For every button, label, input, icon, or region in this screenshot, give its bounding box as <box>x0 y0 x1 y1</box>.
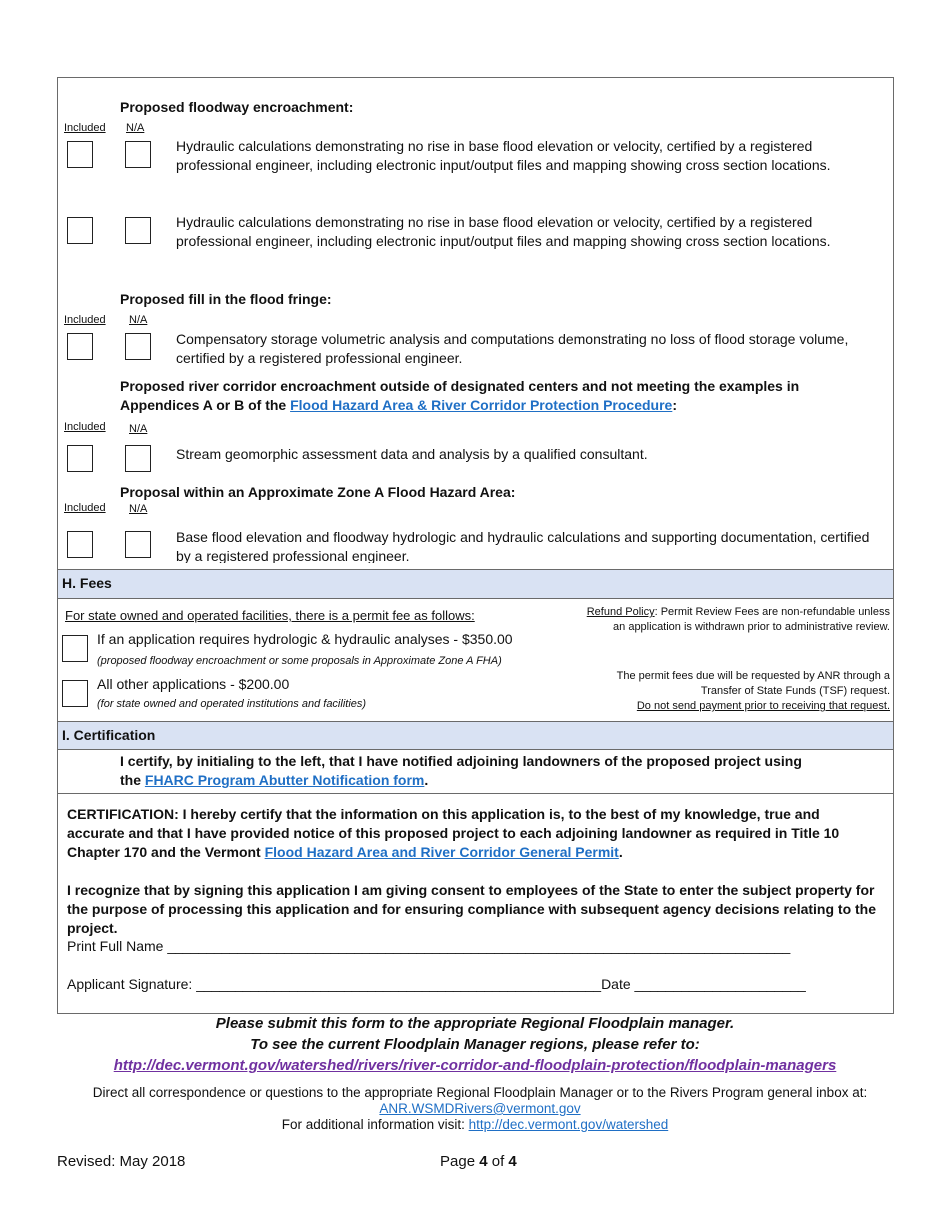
signature-field[interactable]: Applicant Signature: ____________________________________________________Date ______________________ <box>67 976 806 992</box>
floodway-heading: Proposed floodway encroachment: <box>120 99 354 115</box>
abutter-text-end: . <box>424 772 429 788</box>
na-label: N/A <box>129 314 148 326</box>
included-label: Included <box>64 314 106 326</box>
corridor-heading <box>120 377 880 415</box>
abutter-form-link[interactable]: FHARC Program Abutter Notification form <box>144 772 425 788</box>
certification-text: CERTIFICATION: I hereby certify that the information on this application is, to the best of my knowledge, true and accurate and that I have provided notice of this proposed project to each adjoining landowner as required in Title 10 Chapter 170 and the Vermont <box>67 806 840 860</box>
fill-item-1: Compensatory storage volumetric analysis and computations demonstrating no loss of flood storage volume, certified by a registered professional engineer. <box>176 331 849 366</box>
fee-option-2: All other applications - $200.00 <box>97 676 290 692</box>
rivers-email-link[interactable]: ANR.WSMDRivers@vermont.gov <box>379 1101 581 1116</box>
zone-a-heading: Proposal within an Approximate Zone A Flood Hazard Area: <box>120 484 516 500</box>
floodway-item-2: Hydraulic calculations demonstrating no rise in base flood elevation or velocity, certified by a registered professional engineer, including electronic input/output files and mapping showing cross section locations. <box>176 214 831 249</box>
fill-heading: Proposed fill in the flood fringe: <box>120 291 332 307</box>
revised-date: Revised: May 2018 <box>57 1153 186 1170</box>
na-label: N/A <box>129 503 148 515</box>
protection-procedure-link[interactable]: Flood Hazard Area & River Corridor Protection Procedure <box>290 397 673 413</box>
fees-title: H. Fees <box>62 575 112 591</box>
corridor-na-checkbox[interactable] <box>125 445 151 472</box>
page-word: Page <box>440 1153 476 1170</box>
abutter-certify-text <box>120 752 810 790</box>
divider <box>57 793 894 794</box>
additional-info-text: For additional information visit: <box>281 1117 465 1132</box>
floodway-2-included-checkbox[interactable] <box>67 217 93 244</box>
certification-title: I. Certification <box>62 727 156 743</box>
divider <box>57 569 894 570</box>
floodway-item-1: Hydraulic calculations demonstrating no rise in base flood elevation or velocity, certified by a registered professional engineer, including electronic input/output files and mapping showing cross section locations. <box>176 138 831 173</box>
fee-request-text: The permit fees due will be requested by ANR through a Transfer of State Funds (TSF) request. <box>616 670 890 697</box>
corridor-heading-text: Proposed river corridor encroachment outside of designated centers and not meeting the examples in Appendices A or B of the <box>120 378 800 413</box>
refund-policy-label: Refund Policy <box>586 606 655 618</box>
refund-policy-text: : Permit Review Fees are non-refundable unless an application is withdrawn prior to administrative review. <box>613 606 890 633</box>
page-number <box>440 1152 517 1171</box>
included-label: Included <box>64 122 106 134</box>
fees-intro: For state owned and operated facilities, there is a permit fee as follows: <box>65 608 475 623</box>
print-name-field[interactable]: Print Full Name ________________________________________________________________________________ <box>67 938 791 954</box>
correspondence-body: Direct all correspondence or questions to the appropriate Regional Floodplain Manager or to the Rivers Program general inbox at: <box>92 1085 868 1100</box>
corridor-heading-colon: : <box>672 397 677 413</box>
zone-a-na-checkbox[interactable] <box>125 531 151 558</box>
page-of: of <box>491 1153 505 1170</box>
zone-a-item-1: Base flood elevation and floodway hydrologic and hydraulic calculations and supporting documentation, certified by a registered professional engineer. <box>176 529 870 563</box>
na-label: N/A <box>126 122 145 134</box>
corridor-included-checkbox[interactable] <box>67 445 93 472</box>
fee-option-1-note: (proposed floodway encroachment or some proposals in Approximate Zone A FHA) <box>97 655 502 667</box>
submit-line-1: Please submit this form to the appropriate Regional Floodplain manager. <box>215 1015 735 1032</box>
submit-line-2: To see the current Floodplain Manager regions, please refer to: <box>250 1036 700 1053</box>
abutter-text: I certify, by initialing to the left, that I have notified adjoining landowners of the proposed project using the <box>120 753 802 788</box>
fee-200-checkbox[interactable] <box>62 680 88 707</box>
additional-info <box>0 1117 950 1133</box>
fill-included-checkbox[interactable] <box>67 333 93 360</box>
page-current: 4 <box>479 1153 488 1170</box>
included-label: Included <box>64 502 106 514</box>
zone-a-included-checkbox[interactable] <box>67 531 93 558</box>
certification-text-end: . <box>618 844 623 860</box>
page-total: 4 <box>508 1153 517 1170</box>
general-permit-link[interactable]: Flood Hazard Area and River Corridor General Permit <box>264 844 619 860</box>
floodplain-managers-link[interactable]: http://dec.vermont.gov/watershed/rivers/river-corridor-and-floodplain-protection/floodplain-managers <box>113 1057 837 1074</box>
corridor-item-1: Stream geomorphic assessment data and analysis by a qualified consultant. <box>176 446 648 462</box>
certification-section-header <box>58 722 893 749</box>
divider <box>57 598 894 599</box>
fee-option-1: If an application requires hydrologic & hydraulic analyses - $350.00 <box>97 631 513 647</box>
consent-statement: I recognize that by signing this application I am giving consent to employees of the State to enter the subject property for the purpose of processing this application and for ensuring compliance with subsequent agency decisions relating to the project. <box>67 882 877 936</box>
watershed-link[interactable]: http://dec.vermont.gov/watershed <box>468 1117 669 1132</box>
correspondence-text <box>80 1085 880 1117</box>
divider <box>57 749 894 750</box>
fee-350-checkbox[interactable] <box>62 635 88 662</box>
floodway-1-included-checkbox[interactable] <box>67 141 93 168</box>
certification-statement <box>67 805 877 862</box>
fee-option-2-note: (for state owned and operated institutions and facilities) <box>97 698 367 710</box>
floodway-2-na-checkbox[interactable] <box>125 217 151 244</box>
na-label: N/A <box>129 423 148 435</box>
floodway-1-na-checkbox[interactable] <box>125 141 151 168</box>
divider <box>57 721 894 722</box>
fees-section-header <box>58 570 893 598</box>
fill-na-checkbox[interactable] <box>125 333 151 360</box>
included-label: Included <box>64 421 106 433</box>
refund-policy <box>580 605 890 635</box>
no-payment-text: Do not send payment prior to receiving that request. <box>636 700 890 712</box>
